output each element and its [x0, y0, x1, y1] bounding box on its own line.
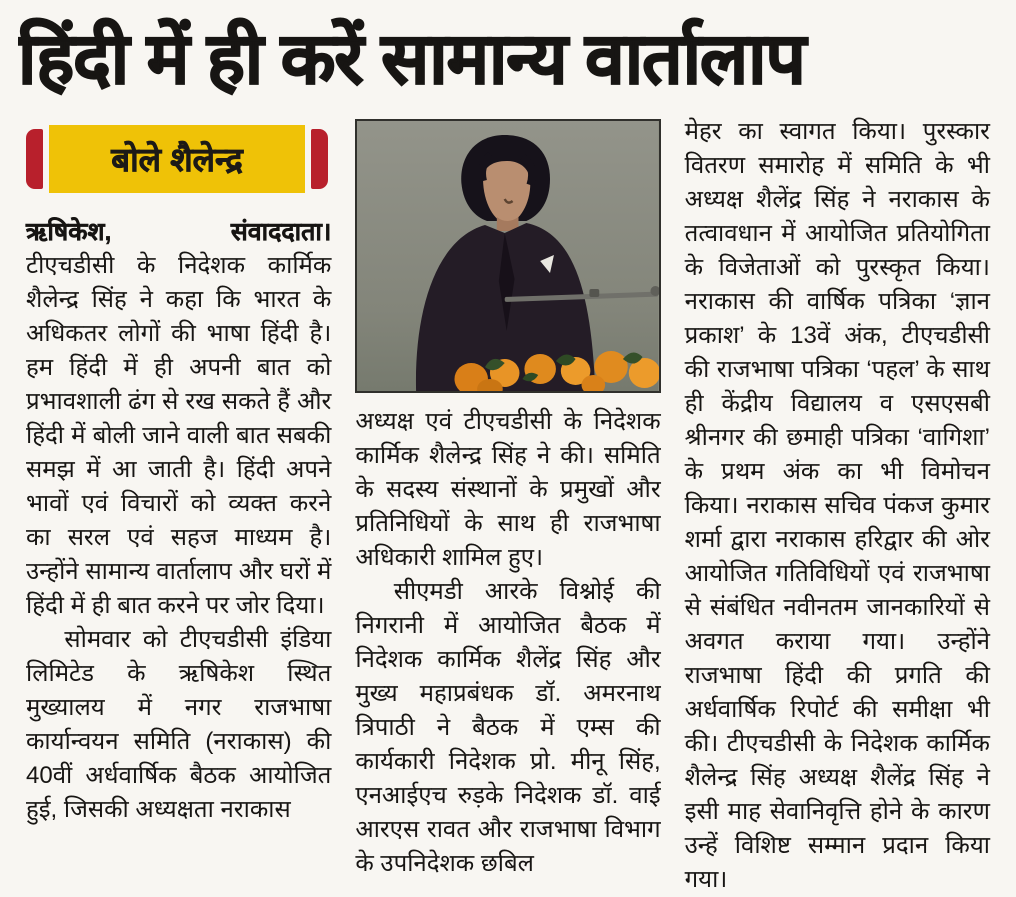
dateline-location: ऋषिकेश,: [26, 217, 112, 246]
badge-right-cap-icon: [311, 129, 328, 189]
paragraph: सीएमडी आरके विश्नोई की निगरानी में आयोजित बैठक में निदेशक कार्मिक शैलेंद्र सिंह और मुख्य महाप्रबंधक डॉ. अमरनाथ त्रिपाठी ने बैठक में एम्स की कार्यकारी निदेशक प्रो. मीनू सिंह, एनआईएच रुड़के निदेशक डॉ. वाई आरएस रावत और राजभाषा विभाग के उपनिदेशक छबिल: [355, 577, 661, 877]
kicker-badge: [26, 123, 328, 195]
speaker-photo: [355, 119, 660, 393]
dateline-byline: संवाददाता।: [230, 217, 332, 246]
paragraph: अध्यक्ष एवं टीएचडीसी के निदेशक कार्मिक शैलेन्द्र सिंह ने की। समिति के सदस्य संस्थानों के प्रमुखों और प्रतिनिधियों के साथ ही राजभाषा अधिकारी शामिल हुए।: [355, 407, 661, 571]
paragraph: मेहर का स्वागत किया। पुरस्कार वितरण समारोह में समिति के भी अध्यक्ष शैलेंद्र सिंह ने नराकास के तत्वावधान में आयोजित प्रतियोगिता के विजेताओं को पुरस्कृत किया। नराकास की वार्षिक पत्रिका ‘ज्ञान प्रकाश’ के 13वें अंक, टीएचडीसी की राजभाषा पत्रिका ‘पहल’ के साथ ही केंद्रीय विद्यालय व एसएसबी श्रीनगर की छमाही पत्रिका ‘वागिशा’ के प्रथम अंक का भी विमोचन किया। नराकास सचिव पंकज कुमार शर्मा द्वारा नराकास हरिद्वार की ओर आयोजित गतिविधियों एवं राजभाषा से संबंधित नवीनतम जानकारियों से अवगत कराया गया। उन्होंने राजभाषा हिंदी की प्रगति की अर्धवार्षिक रिपोर्ट की समीक्षा भी की। टीएचडीसी के निदेशक कार्मिक शैलेन्द्र सिंह अध्यक्ष शैलेंद्र सिंह ने इसी माह सेवानिवृत्ति होने के कारण उन्हें विशिष्ट सम्मान प्रदान किया गया।: [684, 117, 990, 893]
newspaper-clipping: [0, 10, 1016, 891]
paragraph: सोमवार को टीएचडीसी इंडिया लिमिटेड के ऋषिकेश स्थित मुख्यालय में नगर राजभाषा कार्यान्वयन समिति (नराकास) की 40वीं अर्धवार्षिक बैठक आयोजित हुई, जिसकी अध्यक्षता नराकास: [26, 625, 332, 823]
speaker-photo-illustration: [357, 121, 658, 391]
column-left: [26, 115, 331, 827]
kicker-badge-label: बोले शैलेन्द्र: [49, 125, 305, 193]
dateline: [26, 215, 331, 249]
paragraph: टीएचडीसी के निदेशक कार्मिक शैलेन्द्र सिंह ने कहा कि भारत के अधिकतर लोगों की भाषा हिंदी है। हम हिंदी में ही अपनी बात को प्रभावशाली ढंग से रख सकते हैं और हिंदी में बोली जाने वाली बात सबकी समझ में आ जाती है। हिंदी अपने भावों एवं विचारों को व्यक्त करने का सरल एवं सहज माध्यम है। उन्होंने सामान्य वार्तालाप और घरों में हिंदी में ही बात करने पर जोर दिया।: [26, 251, 332, 619]
column-middle: [355, 115, 660, 881]
headline: हिंदी में ही करें सामान्य वार्तालाप: [18, 20, 805, 99]
article-body: [0, 115, 1016, 897]
badge-left-cap-icon: [26, 129, 43, 189]
column-right: [685, 115, 990, 897]
